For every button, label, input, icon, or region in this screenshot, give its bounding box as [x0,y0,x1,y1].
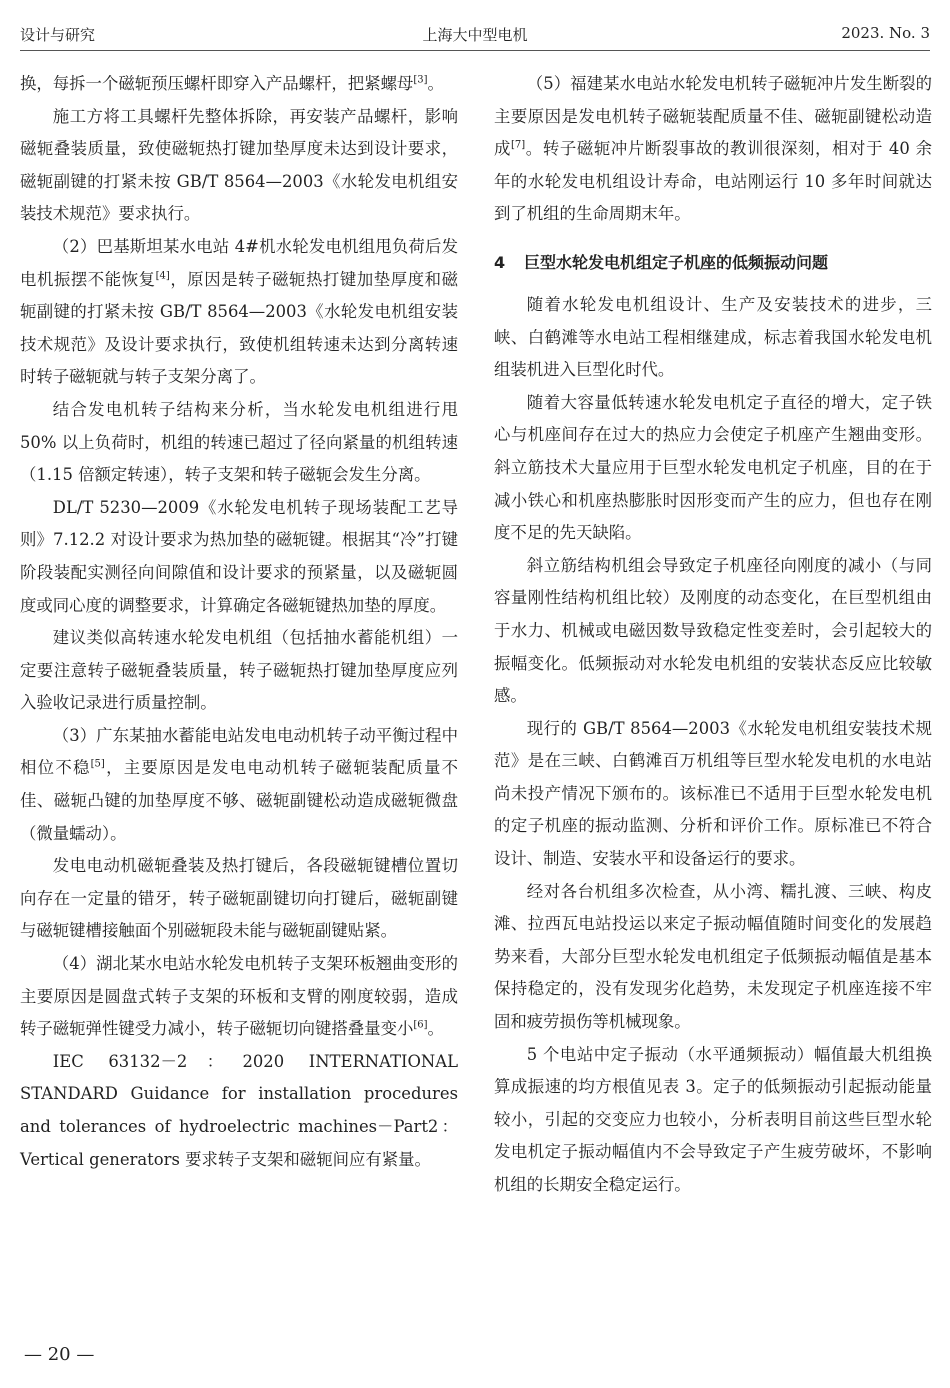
section-number: 4 [494,252,506,272]
paragraph: 斜立筋结构机组会导致定子机座径向刚度的减小（与同容量刚性结构机组比较）及刚度的动态变化，在巨型机组由于水力、机械或电磁因数导致稳定性变差时，会引起较大的振幅变化。低频振动对水轮发电机组的安装状态反应比较敏感。 [494,555,932,706]
paragraph: （5）福建某水电站水轮发电机转子磁轭冲片发生断裂的主要原因是发电机转子磁轭装配质量不佳、磁轭副键松动造成[7]。转子磁轭冲片断裂事故的教训很深刻，相对于 40 余年的水轮发电机组设计寿命，电站刚运行 10 多年时间就达到了机组的生命周期末年。 [494,74,932,224]
citation-ref: [6] [413,1019,428,1031]
paragraph: 结合发电机转子结构来分析，当水轮发电机组进行甩 50% 以上负荷时，机组的转速已超过了径向紧量的机组转速（1.15 倍额定转速），转子支架和转子磁轭会发生分离。 [20,399,458,485]
paragraph: 随着大容量低转速水轮发电机定子直径的增大，定子铁心与机座间存在过大的热应力会使定子机座产生翘曲变形。斜立筋技术大量应用于巨型水轮发电机定子机座，目的在于减小铁心和机座热膨胀时因形变而产生的应力，但也存在刚度不足的先天缺陷。 [494,392,932,543]
section-title: 巨型水轮发电机组定子机座的低频振动问题 [524,252,829,272]
running-header [20,22,930,51]
left-column [20,68,458,1176]
header-section-label: 设计与研究 [20,26,96,44]
paragraph: 经对各台机组多次检查，从小湾、糯扎渡、三峡、构皮滩、拉西瓦电站投运以来定子振动幅值随时间变化的发展趋势来看，大部分巨型水轮发电机组定子低频振动幅值是基本保持稳定的，没有发现劣化趋势，未发现定子机座连接不牢固和疲劳损伤等机械现象。 [494,881,932,1032]
paragraph: 建议类似高转速水轮发电机组（包括抽水蓄能机组）一定要注意转子磁轭叠装质量，转子磁轭热打键加垫厚度应列入验收记录进行质量控制。 [20,628,458,713]
citation-ref: [5] [90,759,105,770]
paragraph: 5 个电站中定子振动（水平通频振动）幅值最大机组换算成振速的均方根值见表 3。定子的低频振动引起振动能量较小，引起的交变应力也较小，分析表明目前这些巨型水轮发电机定子振动幅值内不会导致定子产生疲劳破坏，不影响机组的长期安全稳定运行。 [494,1044,932,1194]
header-journal-title: 上海大中型电机 [422,26,528,44]
paragraph: DL/T 5230—2009《水轮发电机转子现场装配工艺导则》7.12.2 对设计要求为热加垫的磁轭键。根据其“冷”打键阶段装配实测径向间隙值和设计要求的预紧量，以及磁轭圆度或同心度的调整要求，计算确定各磁轭键热加垫的厚度。 [20,497,458,615]
paragraph: 施工方将工具螺杆先整体拆除，再安装产品螺杆，影响磁轭叠装质量，致使磁轭热打键加垫厚度未达到设计要求，磁轭副键的打紧未按 GB/T 8564—2003《水轮发电机组安装技术规范》要求执行。 [20,106,458,224]
paragraph: 随着水轮发电机组设计、生产及安装技术的进步，三峡、白鹤滩等水电站工程相继建成，标志着我国水轮发电机组装机进入巨型化时代。 [494,294,932,380]
paragraph: 现行的 GB/T 8564—2003《水轮发电机组安装技术规范》是在三峡、白鹤滩百万机组等巨型水轮发电机的水电站尚未投产情况下颁布的。该标准已不适用于巨型水轮发电机的定子机座的振动监测、分析和评价工作。原标准已不符合设计、制造、安装水平和设备运行的要求。 [494,718,932,869]
citation-ref: [7] [511,139,526,151]
paragraph: （2）巴基斯坦某水电站 4#机水轮发电机组甩负荷后发电机振摆不能恢复[4]，原因是转子磁轭热打键加垫厚度和磁轭副键的打紧未按 GB/T 8564—2003《水轮发电机组安装技术规范》及设计要求执行，致使机组转速未达到分离转速时转子磁轭就与转子支架分离了。 [20,236,458,387]
header-issue: 2023. No. 3 [841,24,930,42]
paragraph: （4）湖北某水电站水轮发电机转子支架环板翘曲变形的主要原因是圆盘式转子支架的环板和支臂的刚度较弱，造成转子磁轭弹性键受力减小，转子磁轭切向键搭叠量变小[6]。 [20,954,458,1039]
paragraph: （3）广东某抽水蓄能电站发电电动机转子动平衡过程中相位不稳[5]，主要原因是发电电动机转子磁轭装配质量不佳、磁轭凸键的加垫厚度不够、磁轭副键松动造成磁轭微盘（微量蠕动）。 [20,725,459,843]
paragraph: IEC 63132－2：2020 INTERNATIONAL STANDARD Guidance for installation procedures and tolerances of hydroelectric machines－Part2：Vertical generators 要求转子支架和磁轭间应有紧量。 [20,1051,458,1169]
citation-ref: [4] [155,270,170,282]
section-heading [494,247,932,279]
page-number: — 20 — [24,1344,95,1365]
paragraph: 换，每拆一个磁轭预压螺杆即穿入产品螺杆，把紧螺母[3]。 [20,74,444,93]
paragraph: 发电电动机磁轭叠装及热打键后，各段磁轭键槽位置切向存在一定量的错牙，转子磁轭副键切向打键后，磁轭副键与磁轭键槽接触面个别磁轭段未能与磁轭副键贴紧。 [20,856,458,941]
right-column [494,68,932,1202]
citation-ref: [3] [413,74,428,86]
